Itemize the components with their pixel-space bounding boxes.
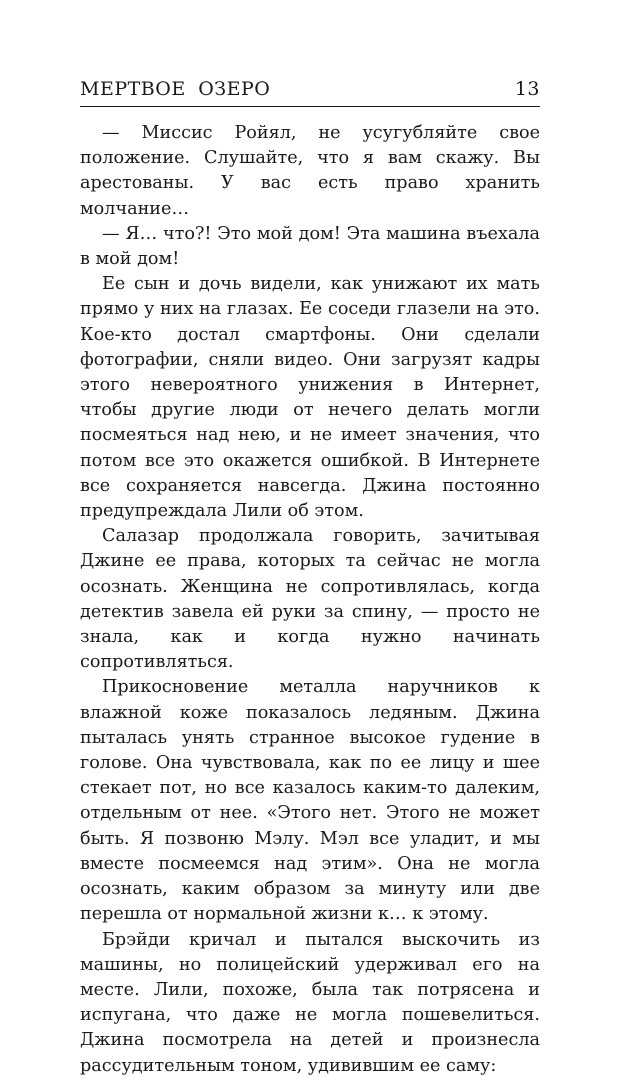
running-title: МЕРТВОЕ ОЗЕРО	[80, 78, 271, 100]
paragraph: Прикосновение металла наручников к влажной коже показалось ледяным. Джина пыталась унять странное высокое гудение в голове. Она чувствовала, как по ее лицу и шее стекает пот, но все казалось каким-то далеким, отдельным от нее. «Этого нет. Этого не может быть. Я позвоню Мэлу. Мэл все уладит, и мы вместе посмеемся над этим». Она не могла осознать, каким образом за минуту или две перешла от нормальной жизни к… к этому.	[80, 677, 540, 925]
running-head	[80, 78, 540, 107]
paragraph: Брэйди кричал и пытался выскочить из машины, но полицейский удерживал его на месте. Лили, похоже, была так потрясена и испугана, что даже не могла пошевелиться. Джина посмотрела на детей и произнесла рассудительным тоном, удивившим ее саму:	[80, 929, 540, 1076]
book-page	[80, 78, 540, 1079]
body-text	[80, 121, 540, 1079]
paragraph: Ее сын и дочь видели, как унижают их мать прямо у них на глазах. Ее соседи глазели на это. Кое-кто достал смартфоны. Они сделали фотографии, сняли видео. Они загрузят кадры этого невероятного унижения в Интернет, чтобы другие люди от нечего делать могли посмеяться над нею, и не имеет значения, что потом все это окажется ошибкой. В Интернете все сохраняется навсегда. Джина постоянно предупреждала Лили об этом.	[80, 274, 540, 522]
paragraph: — Миссис Ройял, не усугубляйте свое положение. Слушайте, что я вам скажу. Вы арестованы. У вас есть право хранить молчание…	[80, 123, 540, 219]
page-number: 13	[514, 78, 540, 100]
paragraph: Салазар продолжала говорить, зачитывая Джине ее права, которых та сейчас не могла осознать. Женщина не сопротивлялась, когда детектив завела ей руки за спину, — просто не знала, как и когда нужно начинать сопротивляться.	[80, 526, 540, 673]
paragraph: — Я… что?! Это мой дом! Эта машина въехала в мой дом!	[80, 223, 540, 270]
